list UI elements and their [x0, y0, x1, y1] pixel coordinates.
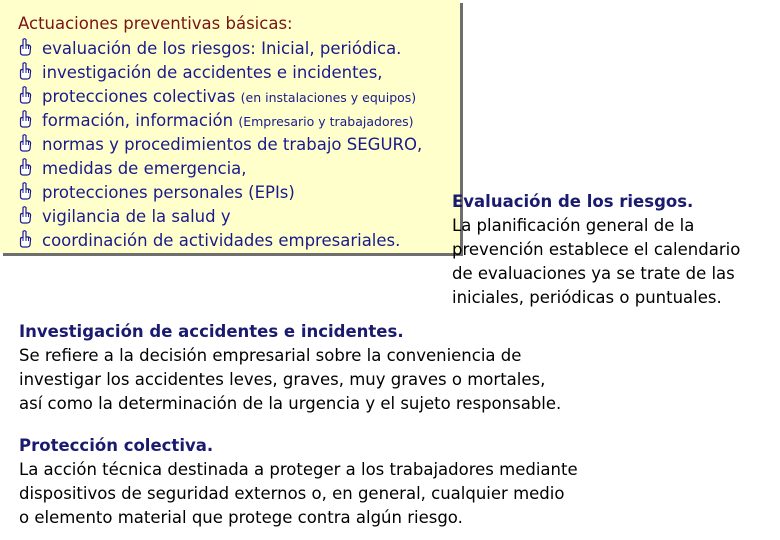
evaluacion-line: La planificación general de la [452, 216, 695, 235]
pointing-hand-icon [18, 206, 36, 231]
bullet-item [18, 61, 383, 85]
bullet-note: (en instalaciones y equipos) [240, 90, 417, 105]
proteccion-line: dispositivos de seguridad externos o, en general, cualquier medio [19, 484, 565, 503]
investigacion-line: así como la determinación de la urgencia y el sujeto responsable. [19, 394, 562, 413]
evaluacion-line: prevención establece el calendario [452, 240, 741, 259]
pointing-hand-icon [18, 86, 36, 111]
heading-proteccion: Protección colectiva. [19, 436, 214, 455]
pointing-hand-icon [18, 230, 36, 255]
bullet-item [18, 181, 295, 205]
actuaciones-box [0, 0, 460, 253]
heading-investigacion: Investigación de accidentes e incidentes. [19, 322, 404, 341]
box-title: Actuaciones preventivas básicas: [18, 14, 293, 33]
bullet-text: protecciones personales (EPIs) [42, 183, 295, 202]
section-proteccion [19, 434, 578, 530]
bullet-item [18, 157, 247, 181]
bullet-item [18, 205, 231, 229]
section-investigacion [19, 320, 561, 416]
evaluacion-line: iniciales, periódicas o puntuales. [452, 288, 722, 307]
pointing-hand-icon [18, 110, 36, 135]
bullet-text: coordinación de actividades empresariales. [42, 231, 401, 250]
bullet-item [18, 229, 400, 253]
investigacion-line: investigar los accidentes leves, graves, muy graves o mortales, [19, 370, 546, 389]
pointing-hand-icon [18, 158, 36, 183]
proteccion-line: La acción técnica destinada a proteger a los trabajadores mediante [19, 460, 578, 479]
bullet-text: evaluación de los riesgos: Inicial, periódica. [42, 39, 402, 58]
bullet-item [18, 109, 414, 133]
pointing-hand-icon [18, 62, 36, 87]
bullet-text: medidas de emergencia, [42, 159, 247, 178]
evaluacion-line: de evaluaciones ya se trate de las [452, 264, 735, 283]
bullet-item [18, 37, 401, 61]
bullet-text: normas y procedimientos de trabajo SEGURO, [42, 135, 423, 154]
heading-evaluacion: Evaluación de los riesgos. [452, 192, 694, 211]
bullet-text: formación, información [42, 111, 239, 130]
bullet-text: protecciones colectivas [42, 87, 241, 106]
bullet-item [18, 133, 422, 157]
bullet-item [18, 85, 416, 109]
section-evaluacion [452, 190, 740, 310]
bullet-text: investigación de accidentes e incidentes, [42, 63, 383, 82]
pointing-hand-icon [18, 38, 36, 63]
pointing-hand-icon [18, 134, 36, 159]
pointing-hand-icon [18, 182, 36, 207]
bullet-note: (Empresario y trabajadores) [238, 114, 414, 129]
investigacion-line: Se refiere a la decisión empresarial sobre la conveniencia de [19, 346, 522, 365]
proteccion-line: o elemento material que protege contra algún riesgo. [19, 508, 463, 527]
bullet-text: vigilancia de la salud y [42, 207, 231, 226]
